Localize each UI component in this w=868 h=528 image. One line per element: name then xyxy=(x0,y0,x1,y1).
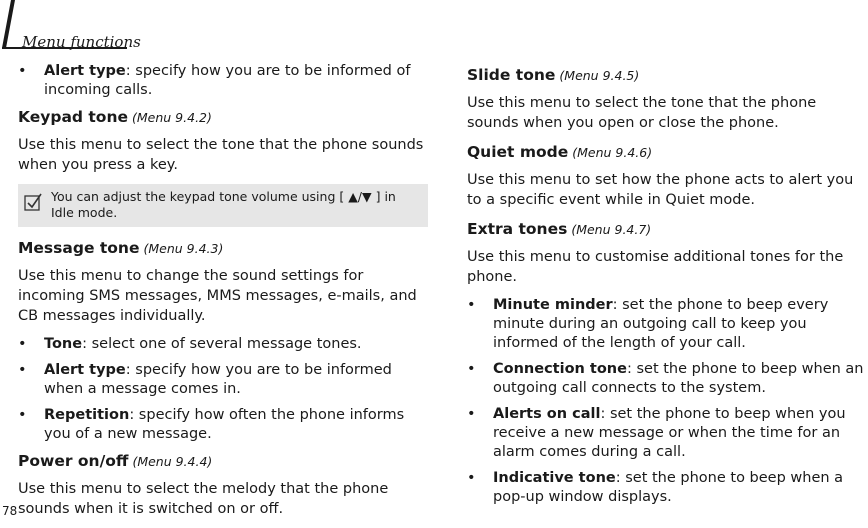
bullet-repetition xyxy=(18,406,428,444)
heading-title: Keypad tone xyxy=(18,108,129,126)
message-tone-body: Use this menu to change the sound settings for incoming SMS messages, MMS messages, e-mails, and CB messages individually. xyxy=(18,268,417,324)
extra-tones-body: Use this menu to customise additional tones for the phone. xyxy=(467,249,844,285)
bullet-tone xyxy=(18,335,428,354)
page-number: 78 xyxy=(2,504,18,518)
bullet-alert-type-calls xyxy=(18,62,428,100)
bullet-text: : set the phone to beep when an outgoing call connects to the system. xyxy=(493,361,864,396)
keypad-tone-body: Use this menu to select the tone that the phone sounds when you press a key. xyxy=(18,137,424,173)
bullet-indicative-tone xyxy=(467,469,867,507)
section-heading-keypad-tone xyxy=(18,107,428,128)
slide-tone-body: Use this menu to select the tone that the phone sounds when you open or close the phone. xyxy=(467,95,817,131)
bullet-term: Alert type xyxy=(44,63,126,79)
quiet-mode-body: Use this menu to set how the phone acts to alert you to a specific event while in Quiet mode. xyxy=(467,172,854,208)
heading-menu-ref: (Menu 9.4.7) xyxy=(571,222,652,237)
bullet-term: Repetition xyxy=(44,407,130,423)
bullet-text: : specify how you are to be informed of incoming calls. xyxy=(44,63,411,98)
section-heading-message-tone xyxy=(18,238,428,259)
note-check-icon xyxy=(24,193,42,211)
heading-menu-ref: (Menu 9.4.3) xyxy=(143,241,224,256)
bullet-term: Tone xyxy=(44,336,83,352)
heading-menu-ref: (Menu 9.4.6) xyxy=(572,145,653,160)
heading-menu-ref: (Menu 9.4.4) xyxy=(132,454,213,469)
bullet-text: : set the phone to beep every minute during an outgoing call to keep you informed of the length of your call. xyxy=(493,297,829,351)
bullet-dot: • xyxy=(18,63,27,79)
left-column xyxy=(18,62,428,528)
bullet-text: : set the phone to beep when you receive a new message or when the time for an alarm comes during a call. xyxy=(493,406,846,460)
bullet-alerts-on-call xyxy=(467,405,867,462)
bullet-term: Alert type xyxy=(44,362,126,378)
bullet-dot: • xyxy=(467,297,476,313)
bullet-dot: • xyxy=(18,407,27,423)
heading-title: Power on/off xyxy=(18,452,129,470)
bullet-text: : specify how you are to be informed when a message comes in. xyxy=(44,362,392,397)
bullet-term: Alerts on call xyxy=(493,406,601,422)
bullet-dot: • xyxy=(18,362,27,378)
bullet-term: Indicative tone xyxy=(493,470,616,486)
bullet-dot: • xyxy=(467,361,476,377)
heading-title: Slide tone xyxy=(467,66,556,84)
section-heading-extra-tones xyxy=(467,219,867,240)
bullet-dot: • xyxy=(467,406,476,422)
bullet-text: : specify how often the phone informs you of a new message. xyxy=(44,407,405,442)
bullet-alert-type-message xyxy=(18,361,428,399)
heading-title: Message tone xyxy=(18,239,140,257)
section-heading-slide-tone xyxy=(467,65,867,86)
heading-menu-ref: (Menu 9.4.5) xyxy=(559,68,640,83)
heading-menu-ref: (Menu 9.4.2) xyxy=(132,110,212,125)
section-heading-quiet-mode xyxy=(467,142,867,163)
bullet-term: Connection tone xyxy=(493,361,627,377)
bullet-term: Minute minder xyxy=(493,297,613,313)
bullet-dot: • xyxy=(18,336,27,352)
power-on-off-body: Use this menu to select the melody that the phone sounds when it is switched on or off. xyxy=(18,481,389,517)
heading-title: Quiet mode xyxy=(467,143,569,161)
bullet-connection-tone xyxy=(467,360,867,398)
note-text: You can adjust the keypad tone volume using [ ▲/▼ ] in Idle mode. xyxy=(51,189,396,220)
bullet-dot: • xyxy=(467,470,476,486)
bullet-text: : set the phone to beep when a pop-up window displays. xyxy=(493,470,844,505)
page-header-title: Menu functions xyxy=(22,33,141,51)
bullet-text: : select one of several message tones. xyxy=(82,336,362,352)
header-accent-bar xyxy=(2,0,15,48)
heading-title: Extra tones xyxy=(467,220,568,238)
right-column xyxy=(467,62,867,514)
section-heading-power-on-off xyxy=(18,451,428,472)
note-box xyxy=(18,184,428,227)
bullet-minute-minder xyxy=(467,296,867,353)
